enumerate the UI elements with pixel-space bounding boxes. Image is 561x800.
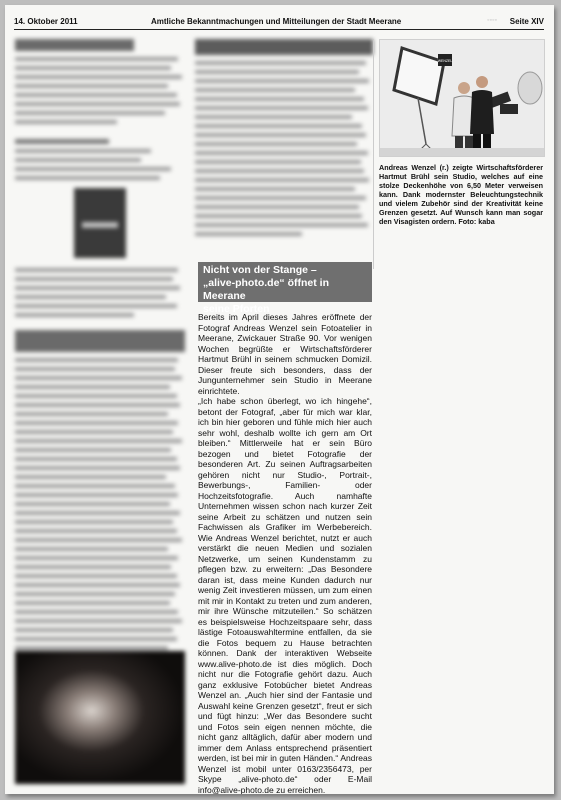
headline-line-2: „alive-photo.de“ öffnet in Meerane [203,277,329,302]
studio-photo-illustration [380,40,544,156]
left-column-blurred [15,39,185,784]
photo-caption: Andreas Wenzel (r.) zeigte Wirtschaftsförderer Hartmut Brühl sein Studio, welches auf eine stolze Deckenhöhe von 6,50 Meter verweisen kann. Dank modernster Beleuchtungstechnik und vielem Zubehör sind der Kreativität keine Grenzen gesetzt. Auf Wunsch kann man sogar den Visagisten ordern. Foto: kaba [379,163,543,226]
middle-column-top-blurred [195,39,373,236]
article-paragraph: „Ich habe schon überlegt, wo ich hingehe“, betont der Fotograf, „aber für mich war klar, ich bin hier geboren und fühle mich hier auch sehr wohl, deshalb wollte ich gern am Ort bleiben.“ Mittlerweile hat er sein Büro bezogen und bietet Fotografie der besonderen Art. Zu seinen Auftragsarbeiten gehören nicht nur Studio-, Portrait-, Bewerbungs-, Familien- oder Hochzeitsfotografie. Auch namhafte Unternehmen wissen schon nach kurzer Zeit seine Arbeit zu schätzen und nutzen sein Fachwissen als Grafiker im Werbebereich. Wie Andreas Wenzel berichtet, nutzt er auch verstärkt die neuen Medien und sozialen Netzwerke, um seinen Kundenstamm zu pflegen bzw. zu erweitern: „Das Besondere daran ist, dass meine Kunden dadurch nur wenig Zeit investieren müssen, um zum einen mit mir in Kontakt zu treten und zum anderen, mir ihre Wünsche mitzuteilen.“ So schätzen es beispielsweise Hochzeitspaare sehr, dass lästige Fotoauswahltermine entfallen, da sie die Fotos bequem zu Hause betrachten können. Dank der interaktiven Webseite www.alive-photo.de ist dies möglich. Doch nicht nur die Fotografie gehört dazu. Auch ganz exklusive Fotobücher bietet Andreas Wenzel an. „Auch hier sind der Fantasie und Auswahl keine Grenzen gesetzt“, freut er sich und fügt hinzu: „Wer das Besondere sucht und Fotos sein eigen nennen möchte, die nicht ganz alltäglich, dafür aber modern und immer dem Anlass entsprechend präsentiert werden, ist bei mir in guten Händen.“ Andreas Wenzel ist mobil unter 0163/2356473, per Skype „alive-photo.de“ oder E-Mail info@alive-photo.de zu erreichen. [198,396,372,794]
headline-line-3: seine Pforten [203,303,270,315]
backdrop-label: WENZEL [437,59,453,63]
studio-photo [379,39,545,157]
issue-date: 14. Oktober 2011 [14,17,78,26]
newspaper-page [5,5,554,794]
header-logo-icon: ◦◦◦◦ [487,17,497,24]
book-cover-thumbnail [74,188,126,258]
article-headline [198,262,372,315]
page-header [14,15,544,30]
article-paragraph: Bereits im April dieses Jahres eröffnete der Fotograf Andreas Wenzel sein Fotoatelier in Meerane, Zwickauer Straße 90. Vor wenigen Wochen begrüßte er Wirtschaftsförderer Hartmut Brühl in seinem schmucken Domizil. Dieser freute sich besonders, dass der Jungunternehmer sein Studio in Meerane einrichtete. [198,312,372,396]
performer-photo-blurred [15,651,185,784]
publication-title: Amtliche Bekanntmachungen und Mitteilungen der Stadt Meerane [151,17,402,26]
column-divider [373,39,374,269]
article-body [198,312,372,794]
page-number: Seite XIV [509,17,544,26]
middle-column [195,39,373,794]
headline-line-1: Nicht von der Stange – [203,264,317,276]
